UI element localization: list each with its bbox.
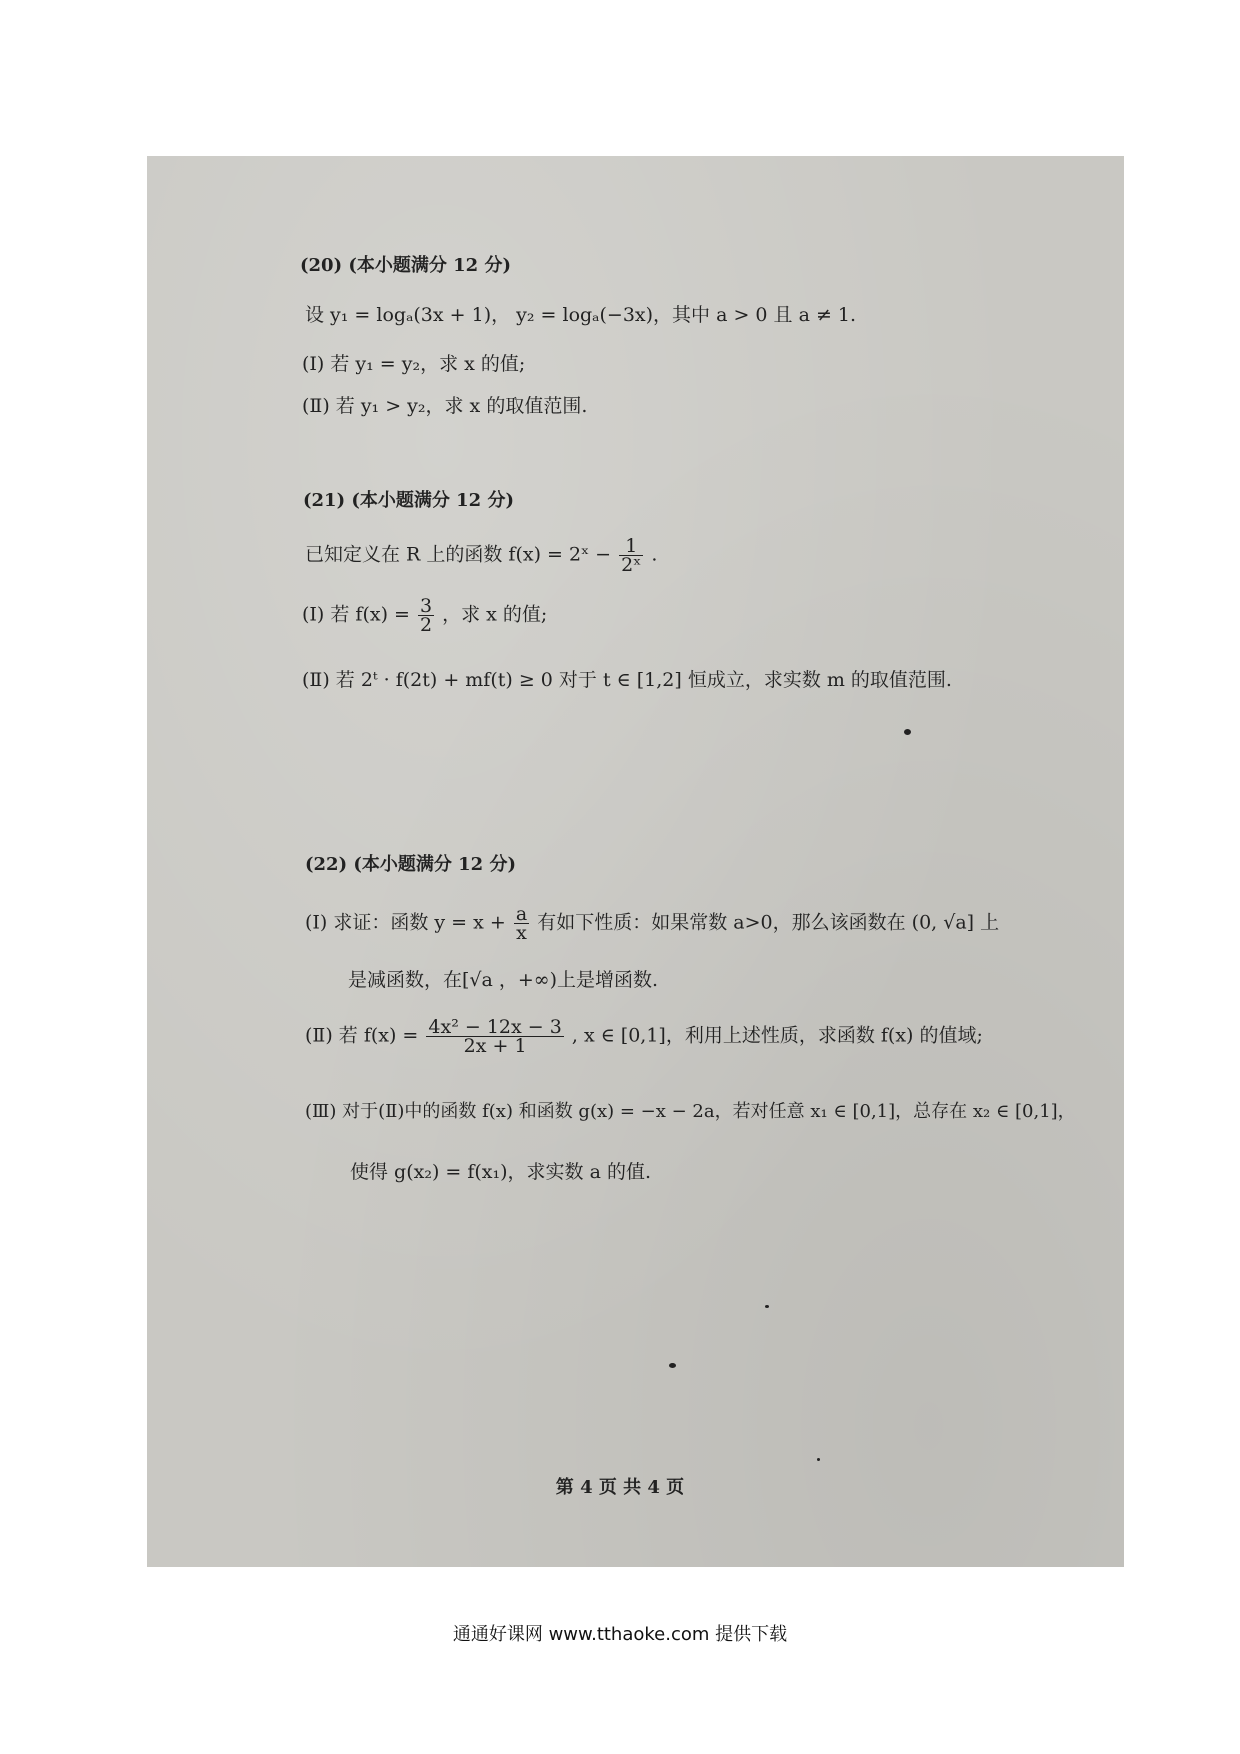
fraction-numerator: 4x² − 12x − 3 <box>428 1016 562 1038</box>
fraction-denominator: 2x + 1 <box>463 1035 527 1057</box>
fraction-numerator: 1 <box>619 537 643 556</box>
q22-part2-suffix: , x ∈ [0,1]，利用上述性质，求函数 f(x) 的值域; <box>571 1024 983 1047</box>
q22-part1-prefix: (Ⅰ) 求证：函数 y = x + <box>305 911 506 934</box>
q21-stem-prefix: 已知定义在 R 上的函数 f(x) = 2ˣ − <box>305 543 612 566</box>
fraction-denominator: 2ˣ <box>621 554 642 576</box>
q22-part3-line2: 使得 g(x₂) = f(x₁)，求实数 a 的值. <box>350 1161 651 1183</box>
q20-stem: 设 y₁ = logₐ(3x + 1)， y₂ = logₐ(−3x)，其中 a > 0 且 a ≠ 1. <box>305 304 857 326</box>
paper-speck <box>765 1305 769 1308</box>
fraction-denominator: x <box>516 922 527 944</box>
exam-page-photo <box>147 156 1124 1567</box>
paper-speck <box>904 729 911 735</box>
q22-part1-suffix: 有如下性质：如果常数 a>0，那么该函数在 (0, √a] 上 <box>537 911 1000 934</box>
page-number: 第 4 页 共 4 页 <box>555 1477 685 1498</box>
q21-header: (21) (本小题满分 12 分) <box>303 490 514 511</box>
q21-stem-suffix: . <box>651 543 658 566</box>
q22-header: (22) (本小题满分 12 分) <box>305 854 516 875</box>
q21-part1-prefix: (Ⅰ) 若 f(x) = <box>302 603 410 626</box>
q21-part1-fraction <box>418 597 434 634</box>
q22-part3-line1: (Ⅲ) 对于(Ⅱ)中的函数 f(x) 和函数 g(x) = −x − 2a，若对任意 x₁ ∈ [0,1]，总存在 x₂ ∈ [0,1]， <box>305 1101 1076 1122</box>
q22-part2-fraction <box>426 1018 563 1055</box>
q21-stem <box>305 537 657 574</box>
fraction-denominator: 2 <box>420 614 433 636</box>
fraction-numerator: 3 <box>420 595 433 617</box>
q22-part2 <box>305 1018 983 1055</box>
fraction-numerator: a <box>515 903 528 925</box>
q21-part1-suffix: ，求 x 的值; <box>442 603 548 626</box>
q22-part2-prefix: (Ⅱ) 若 f(x) = <box>305 1024 419 1047</box>
q21-part2: (Ⅱ) 若 2ᵗ · f(2t) + mf(t) ≥ 0 对于 t ∈ [1,2] 恒成立，求实数 m 的取值范围. <box>302 669 952 691</box>
paper-speck <box>817 1458 820 1461</box>
q21-part1 <box>302 597 547 634</box>
q21-stem-fraction <box>619 537 643 574</box>
q22-part1-line2: 是减函数，在[√a ，+∞)上是增函数. <box>348 969 659 991</box>
q22-part1-fraction <box>514 905 529 942</box>
site-footer: 通通好课网 www.tthaoke.com 提供下载 <box>452 1624 788 1645</box>
q20-header: (20) (本小题满分 12 分) <box>300 255 511 276</box>
q22-part1 <box>305 905 999 942</box>
paper-speck <box>669 1363 676 1368</box>
q20-part2: (Ⅱ) 若 y₁ > y₂，求 x 的取值范围. <box>302 395 588 417</box>
q20-part1: (Ⅰ) 若 y₁ = y₂，求 x 的值; <box>302 353 526 375</box>
